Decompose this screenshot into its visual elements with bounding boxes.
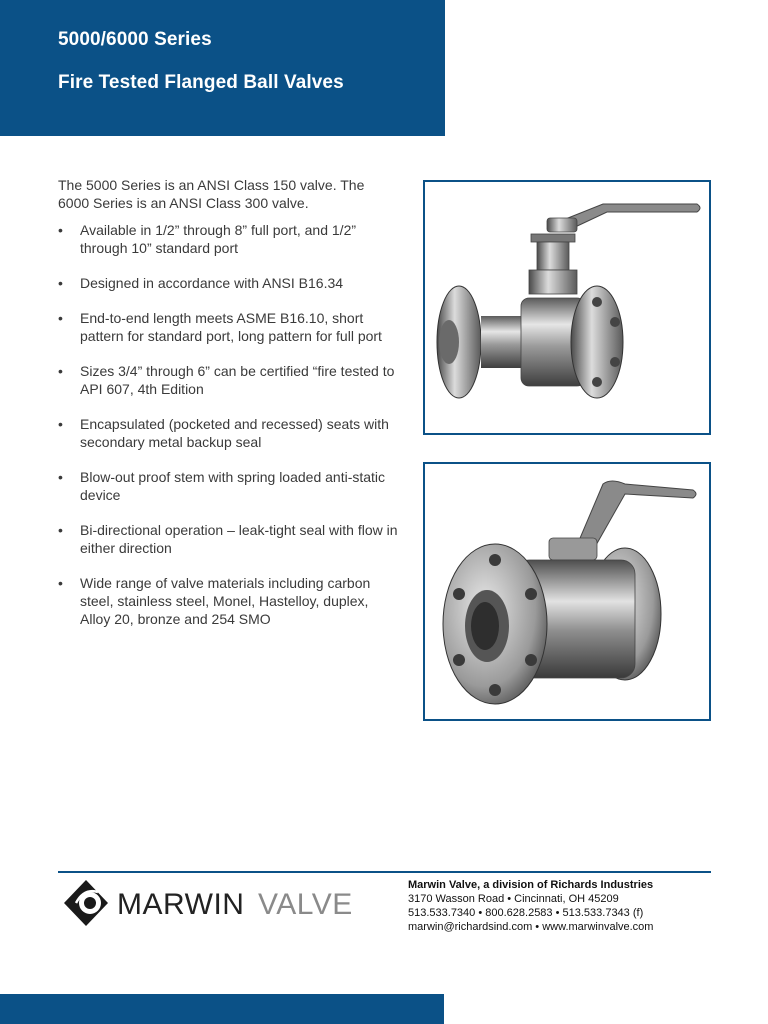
feature-item	[58, 221, 398, 257]
feature-text: Wide range of valve materials including carbon steel, stainless steel, Monel, Hastelloy, duplex, Alloy 20, bronze and 254 SMO	[80, 575, 371, 627]
feature-text: Available in 1/2” through 8” full port, and 1/2” through 10” standard port	[80, 222, 357, 256]
bullet: •	[58, 575, 63, 591]
logo-word-marwin: MARWIN	[117, 888, 245, 921]
marwin-valve-logo	[62, 876, 352, 931]
feature-text: Designed in accordance with ANSI B16.34	[80, 275, 344, 291]
marwin-logo-mark-icon	[62, 878, 110, 928]
header-band	[0, 0, 445, 136]
bullet: •	[58, 275, 63, 291]
contact-block	[408, 878, 653, 934]
footer-divider	[58, 871, 711, 873]
product-title: Fire Tested Flanged Ball Valves	[58, 72, 344, 93]
logo-word-valve: VALVE	[258, 888, 353, 921]
intro-paragraph: The 5000 Series is an ANSI Class 150 valve. The 6000 Series is an ANSI Class 300 valve.	[58, 177, 365, 211]
feature-item	[58, 415, 398, 451]
feature-text: Encapsulated (pocketed and recessed) seats with secondary metal backup seal	[80, 416, 389, 450]
bullet: •	[58, 363, 63, 379]
feature-item	[58, 274, 398, 292]
feature-item	[58, 574, 398, 628]
feature-item	[58, 362, 398, 398]
feature-text: Blow-out proof stem with spring loaded anti-static device	[80, 469, 386, 503]
bottom-band	[0, 994, 444, 1024]
bullet: •	[58, 310, 63, 326]
feature-list	[58, 221, 398, 645]
company-phones: 513.533.7340 • 800.628.2583 • 513.533.7343 (f)	[408, 907, 644, 919]
feature-item	[58, 309, 398, 345]
feature-item	[58, 521, 398, 557]
feature-item	[58, 468, 398, 504]
feature-text: Sizes 3/4” through 6” can be certified “fire tested to API 607, 4th Edition	[80, 363, 395, 397]
valve-photo-side-view	[423, 180, 711, 435]
company-name: Marwin Valve, a division of Richards Industries	[408, 879, 654, 891]
feature-text: End-to-end length meets ASME B16.10, short pattern for standard port, long pattern for full port	[80, 310, 382, 344]
company-web: marwin@richardsind.com • www.marwinvalve.com	[408, 921, 654, 933]
bullet: •	[58, 222, 63, 238]
valve-angled-illustration	[425, 464, 709, 719]
bullet: •	[58, 469, 63, 485]
bullet: •	[58, 416, 63, 432]
bullet: •	[58, 522, 63, 538]
company-address: 3170 Wasson Road • Cincinnati, OH 45209	[408, 893, 619, 905]
series-title: 5000/6000 Series	[58, 29, 212, 50]
valve-side-illustration	[425, 182, 709, 433]
feature-text: Bi-directional operation – leak-tight seal with flow in either direction	[80, 522, 398, 556]
valve-photo-angled-view	[423, 462, 711, 721]
